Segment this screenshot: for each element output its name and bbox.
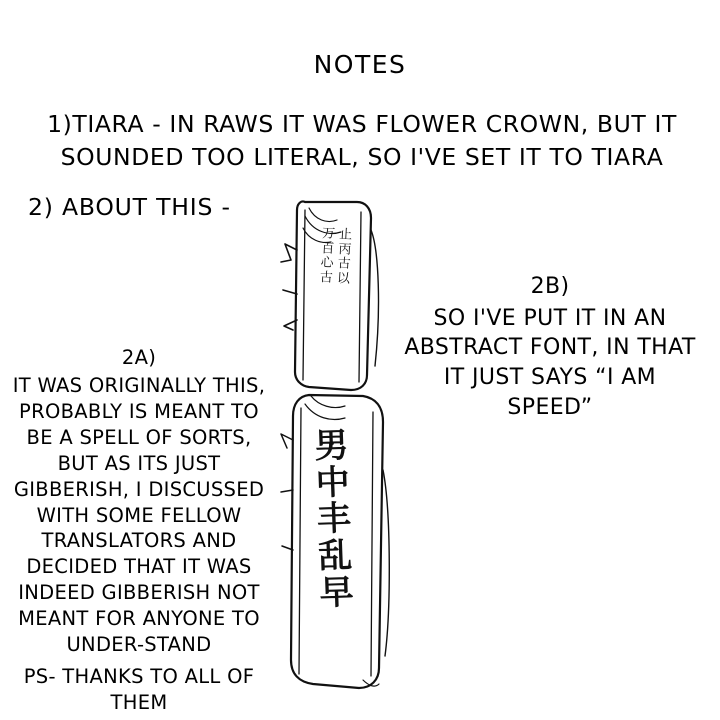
note-2a-label: 2A): [121, 346, 157, 369]
note-item-1: 1)TIARA - IN RAWS IT WAS FLOWER CROWN, BUT IT SOUNDED TOO LITERAL, SO I'VE SET IT TO TIARA: [47, 110, 677, 172]
note-2a-text: IT WAS ORIGINALLY THIS, PROBABLY IS MEANT TO BE A SPELL OF SORTS, BUT AS ITS JUST GIBBERISH, I DISCUSSED WITH SOME FELLOW TRANSLATORS AND DECIDED THAT IT WAS INDEED GIBBERISH NOT MEANT FOR ANYONE TO UNDER-STAND: [12, 373, 266, 657]
note-postscript: PS- THANKS TO ALL OF THEM: [23, 665, 255, 714]
note-2b-text: SO I'VE PUT IT IN AN ABSTRACT FONT, IN THAT IT JUST SAYS “I AM SPEED”: [404, 305, 696, 420]
page-title: NOTES: [313, 50, 407, 79]
note-item-2a: [8, 345, 270, 658]
talisman-glyphs-bottom: 男 中 丰 乱 早: [313, 425, 355, 614]
talisman-glyphs-top: 万 止 百 丙 心 古 古 以: [319, 226, 353, 287]
note-item-2-heading: 2) ABOUT THIS -: [28, 193, 231, 221]
note-2b-label: 2B): [530, 274, 570, 299]
note-item-2b: [400, 272, 700, 422]
talisman-artwork: [275, 190, 400, 690]
